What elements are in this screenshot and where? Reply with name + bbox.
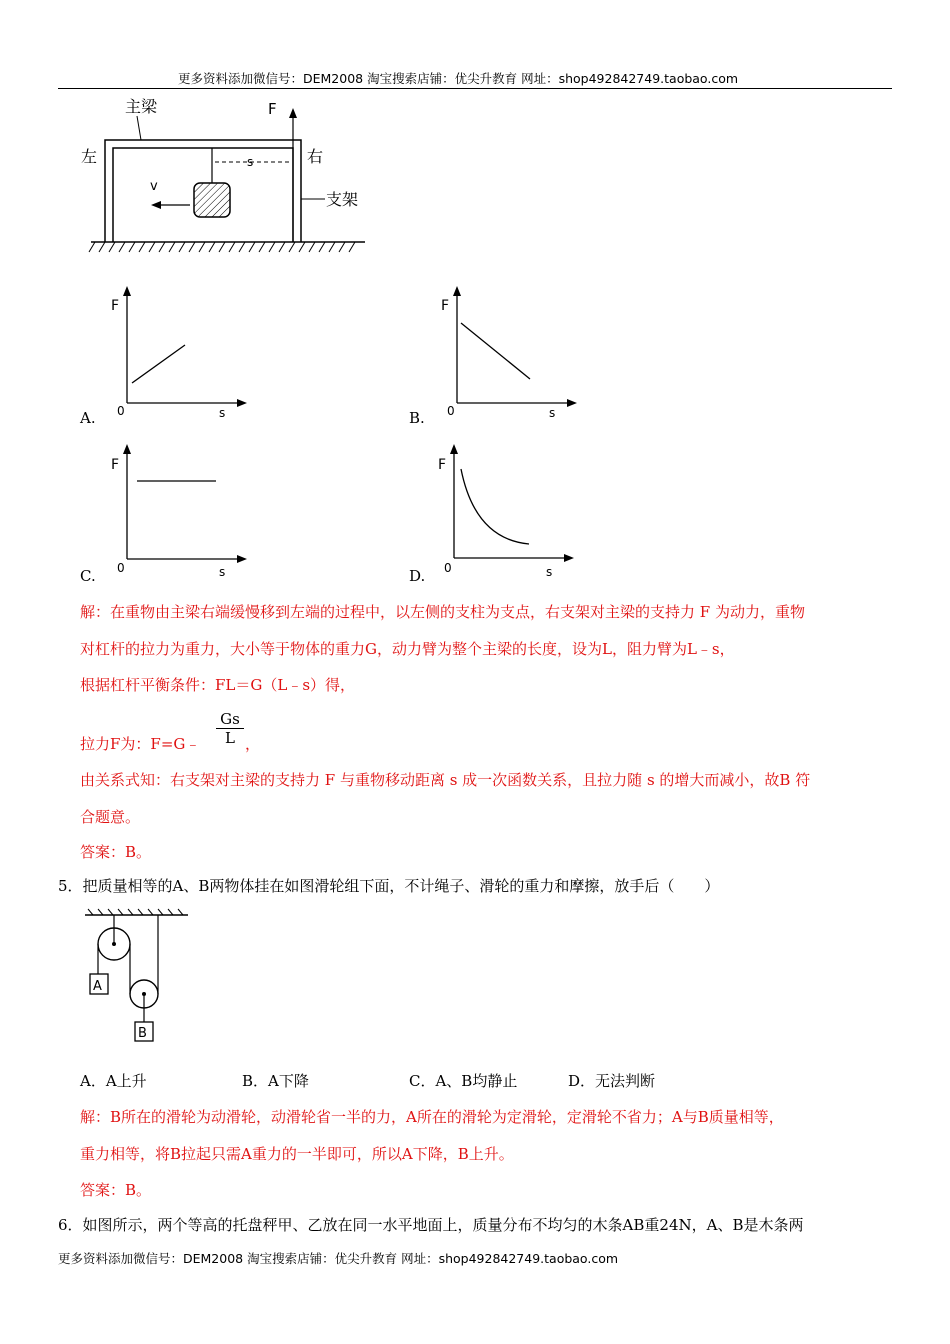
- q5-answer: 答案：B。: [80, 1181, 152, 1199]
- option-a-label: A.: [80, 409, 96, 427]
- q5-stem: 5．把质量相等的A、B两物体挂在如图滑轮组下面，不计绳子、滑轮的重力和摩擦，放手后（ ）: [58, 877, 720, 895]
- q4-solution-line-2: 对杠杆的拉力为重力，大小等于物体的重力G，动力臂为整个主梁的长度，设为L，阻力臂为L﹣s，: [80, 640, 735, 658]
- graph-a-x-label: s: [219, 406, 226, 418]
- support-label: 支架: [326, 190, 359, 209]
- distance-label: s: [247, 155, 254, 169]
- graph-b-y-label: F: [441, 298, 450, 314]
- graph-c-origin: 0: [117, 561, 125, 575]
- q5-option-b: B．A下降: [242, 1072, 309, 1090]
- graph-d-y-label: F: [438, 457, 447, 473]
- graph-d: [437, 441, 577, 581]
- q5-option-c: C．A、B均静止: [409, 1072, 518, 1090]
- graph-b-curve: [461, 323, 530, 379]
- graph-a-origin: 0: [117, 404, 125, 418]
- option-b-label: B.: [409, 409, 425, 427]
- fraction-denominator: L: [216, 728, 244, 747]
- graph-a: [110, 283, 250, 418]
- q5-option-d: D．无法判断: [568, 1072, 656, 1090]
- q4-formula-fraction: [216, 710, 244, 747]
- graph-b-x-label: s: [549, 406, 556, 418]
- graph-a-y-label: F: [111, 298, 120, 314]
- page-header: 更多资料添加微信号：DEM2008 淘宝搜索店铺：优尖升教育 网址：shop492842749.taobao.com: [178, 71, 739, 86]
- velocity-label: v: [150, 179, 158, 194]
- graph-a-curve: [132, 345, 185, 383]
- q5-solution-line-2: 重力相等，将B拉起只需A重力的一半即可，所以A下降，B上升。: [80, 1145, 514, 1163]
- right-label: 右: [307, 147, 324, 166]
- page-footer: 更多资料添加微信号：DEM2008 淘宝搜索店铺：优尖升教育 网址：shop492842749.taobao.com: [58, 1251, 619, 1266]
- q4-solution-line-1: 解：在重物由主梁右端缓慢移到左端的过程中，以左侧的支柱为支点，右支架对主梁的支持力 F 为动力，重物: [80, 603, 805, 621]
- q4-solution-line-4: 拉力F为：F=G﹣: [80, 735, 201, 753]
- option-d-label: D.: [409, 567, 426, 585]
- q4-solution-line-6: 合题意。: [80, 808, 141, 826]
- fraction-numerator: Gs: [220, 710, 240, 728]
- force-label: F: [268, 100, 277, 118]
- block-a-label: A: [93, 979, 102, 994]
- q5-solution-line-1: 解：B所在的滑轮为动滑轮，动滑轮省一半的力，A所在的滑轮为定滑轮，定滑轮不省力；A与B质量相等，: [80, 1108, 784, 1126]
- graph-d-origin: 0: [444, 561, 452, 575]
- q4-solution-line-3: 根据杠杆平衡条件：FL＝G（L﹣s）得，: [80, 676, 356, 694]
- pulley-diagram: [80, 906, 200, 1046]
- weight-block: [194, 183, 230, 217]
- option-c-label: C.: [80, 567, 96, 585]
- q5-option-a: A．A上升: [80, 1072, 147, 1090]
- graph-d-x-label: s: [546, 565, 553, 579]
- q6-stem: 6．如图所示，两个等高的托盘秤甲、乙放在同一水平地面上，质量分布不均匀的木条AB重24N，A、B是木条两: [58, 1216, 804, 1234]
- q4-answer: 答案：B。: [80, 843, 152, 861]
- graph-b: [440, 283, 580, 418]
- left-label: 左: [81, 147, 98, 166]
- lever-diagram: [75, 92, 375, 262]
- graph-d-curve: [461, 469, 529, 544]
- graph-c-y-label: F: [111, 457, 120, 473]
- graph-c: [110, 441, 250, 581]
- q4-solution-line-5: 由关系式知：右支架对主梁的支持力 F 与重物移动距离 s 成一次函数关系，且拉力随 s 的增大而减小，故B 符: [80, 771, 811, 789]
- beam-label: 主梁: [125, 97, 158, 116]
- q4-solution-line-4-end: ，: [245, 735, 261, 753]
- graph-c-x-label: s: [219, 565, 226, 579]
- header-rule: [58, 88, 892, 89]
- block-b-label: B: [138, 1026, 147, 1041]
- graph-b-origin: 0: [447, 404, 455, 418]
